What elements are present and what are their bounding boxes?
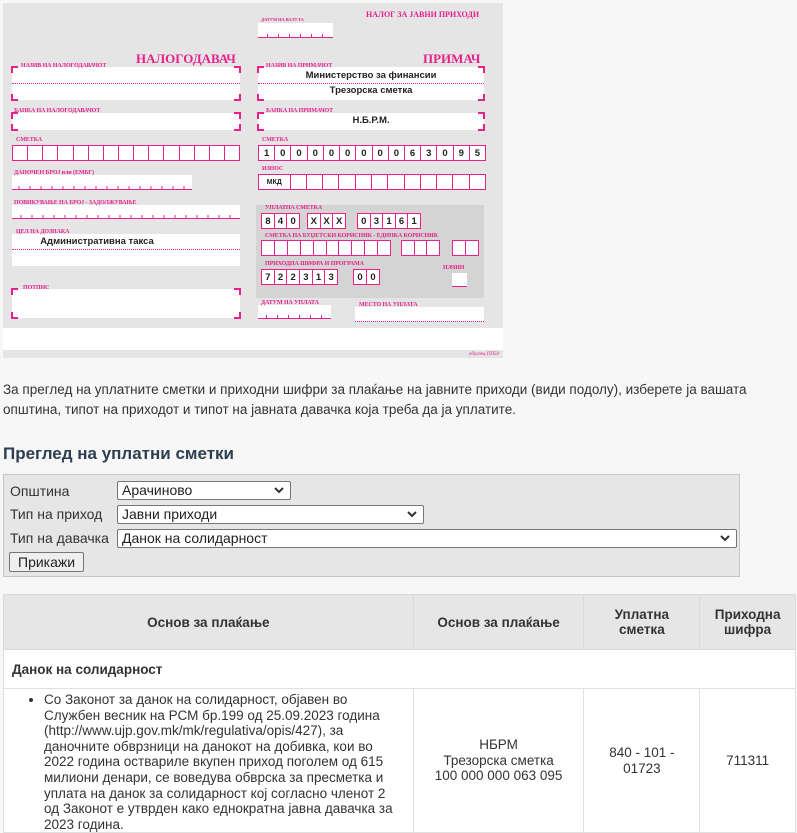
payment-account-part3: 0 3 1 6 1: [357, 213, 421, 229]
chevron-down-icon: [719, 533, 731, 543]
recipient-account-label: СМЕТКА: [262, 137, 289, 143]
recipient-name-line1: Министерство за финансии: [305, 70, 437, 81]
amount-currency: МКД: [259, 175, 291, 189]
form-title: НАЛОГ ЗА ЈАВНИ ПРИХОДИ: [366, 10, 480, 19]
recipient-bank-label: БАНКА НА ПРИМАЧОТ: [266, 108, 334, 114]
date-currency-ticks: [258, 31, 333, 38]
amount-cells: [258, 174, 486, 190]
recipient-bank-value: Н.Б.Р.М.: [352, 115, 390, 126]
signature-box: [12, 289, 240, 318]
budget-user-cells: [261, 240, 391, 256]
levy-type-value: Данок на солидарност: [122, 530, 268, 546]
payment-place-label: МЕСТО НА УПЛАТА: [359, 302, 418, 308]
revenue-type-value: Јавни приходи: [122, 506, 218, 522]
recipient-name-line2: Трезорска сметка: [329, 85, 413, 96]
results-table: [3, 594, 796, 833]
program-cells: 0 0: [353, 269, 380, 285]
municipality-select[interactable]: [117, 481, 291, 500]
tax-number-label: ДАНОЧЕН БРОЈ или (ЕМБГ): [14, 170, 94, 176]
municipality-label: Општина: [10, 483, 70, 499]
row-revenue-code: 711311: [700, 689, 796, 833]
payer-heading: НАЛОГОДАВАЧ: [136, 51, 236, 66]
purpose-value: Административна такса: [40, 236, 154, 247]
revenue-code-label: ПРИХОДНА ШИФРА И ПРОГРАМА: [265, 261, 364, 267]
reference-debit-label: ПОВИКУВАЊЕ НА БРОЈ - ЗАДОЛЖУВАЊЕ: [14, 200, 137, 206]
group-row: [4, 650, 796, 689]
amount-label: ИЗНОС: [262, 166, 284, 172]
row-recipient-line1: НБРМ: [479, 737, 518, 753]
row-description: • Со Законот за данок на солидарност, објавен во Службен весник на РСМ бр.199 од 25.09.2023 година (http://www.ujp.gov.mk/mk/regulativa/opis/427), за даночните обврзници на данокот на добивка, кои во 2022 година оствариле вкупен приход поголем од 615 милиони денари, се воведува обврска за пресметка и уплата на данок за солидарност кој согласно членот 2 од Законот е утврден како еднократна јавна давачка за 2023 година.: [44, 692, 403, 832]
payment-account-part1: 8 4 0: [261, 213, 300, 229]
group-title: Данок на солидарност: [4, 650, 796, 689]
header-payment-basis: Основ за плаќање: [4, 595, 414, 650]
reference-ticks: [12, 212, 240, 219]
row-recipient-line3: 100 000 000 063 095: [434, 768, 563, 784]
payment-order-form-image: [3, 3, 503, 358]
payment-date-ticks: [258, 312, 331, 319]
payment-place-box: [355, 307, 484, 321]
header-payment-basis-2: Основ за плаќање: [413, 595, 584, 650]
chevron-down-icon: [273, 485, 285, 495]
form-code: образец ПП50: [468, 352, 499, 357]
tax-number-ticks: [12, 183, 192, 190]
recipient-account-cells: 1 0 0 0 0 0 0 0 0 6 3 0 9 5: [258, 145, 486, 161]
levy-type-select[interactable]: [117, 529, 737, 548]
recipient-name-label: НАЗИВ НА ПРИМАЧОТ: [266, 63, 333, 69]
signature-label: ПОТПИС: [23, 285, 50, 291]
payment-date-label: ДАТУМ НА УПЛАТА: [261, 300, 319, 306]
revenue-type-select[interactable]: [117, 505, 424, 524]
show-button[interactable]: Прикажи: [9, 552, 84, 572]
row-recipient: [413, 689, 584, 833]
method-box: [452, 273, 467, 287]
recipient-heading: ПРИМАЧ: [423, 51, 481, 66]
section-title: Преглед на уплатни сметки: [3, 444, 234, 463]
municipality-value: Арачиново: [122, 482, 193, 498]
row-recipient-line2: Трезорска сметка: [443, 752, 554, 768]
payer-name-label: НАЗИВ НА НАЛОГОДАВАЧОТ: [21, 63, 107, 69]
header-payment-account: Уплатна сметка: [584, 595, 700, 650]
table-header-row: [4, 595, 796, 650]
revenue-code-cells: 7 2 2 3 1 3: [261, 269, 338, 285]
levy-type-label: Тип на давачка: [10, 530, 109, 546]
purpose-label: ЦЕЛ НА ДОЗНАКА: [16, 229, 70, 235]
payment-account-label: УПЛАТНА СМЕТКА: [265, 205, 323, 211]
method-label: НАЧИН: [443, 265, 465, 271]
chevron-down-icon: [406, 509, 418, 519]
table-row: [4, 689, 796, 833]
revenue-type-label: Тип на приход: [10, 506, 103, 522]
user-unit-cells-2: [452, 240, 479, 256]
row-payment-account: 840 - 101 - 01723: [584, 689, 700, 833]
user-unit-cells: [401, 240, 440, 256]
date-currency-label: ДАТУМ НА ВАЛУТА: [261, 17, 304, 22]
payer-bank-label: БАНКА НА НАЛОГОДАВАЧОТ: [14, 108, 101, 114]
intro-text: За преглед на уплатните сметки и приходни шифри за плаќање на јавните приходи (види подолу), изберете ја вашата општина, типот на приходот и типот на јавната давачка која треба да ја уплатите.: [3, 382, 747, 417]
payer-account-label: СМЕТКА: [16, 137, 43, 143]
budget-user-label: СМЕТКА НА БУЏЕТСКИ КОРИСНИК - ЕДИНКА КОРИСНИК: [265, 233, 438, 239]
header-revenue-code: Приходна шифра: [700, 595, 796, 650]
payment-account-part2: X X X: [307, 213, 346, 229]
filter-panel: [3, 474, 740, 577]
payer-bank-box: [12, 113, 240, 130]
payer-account-cells: [12, 145, 240, 161]
